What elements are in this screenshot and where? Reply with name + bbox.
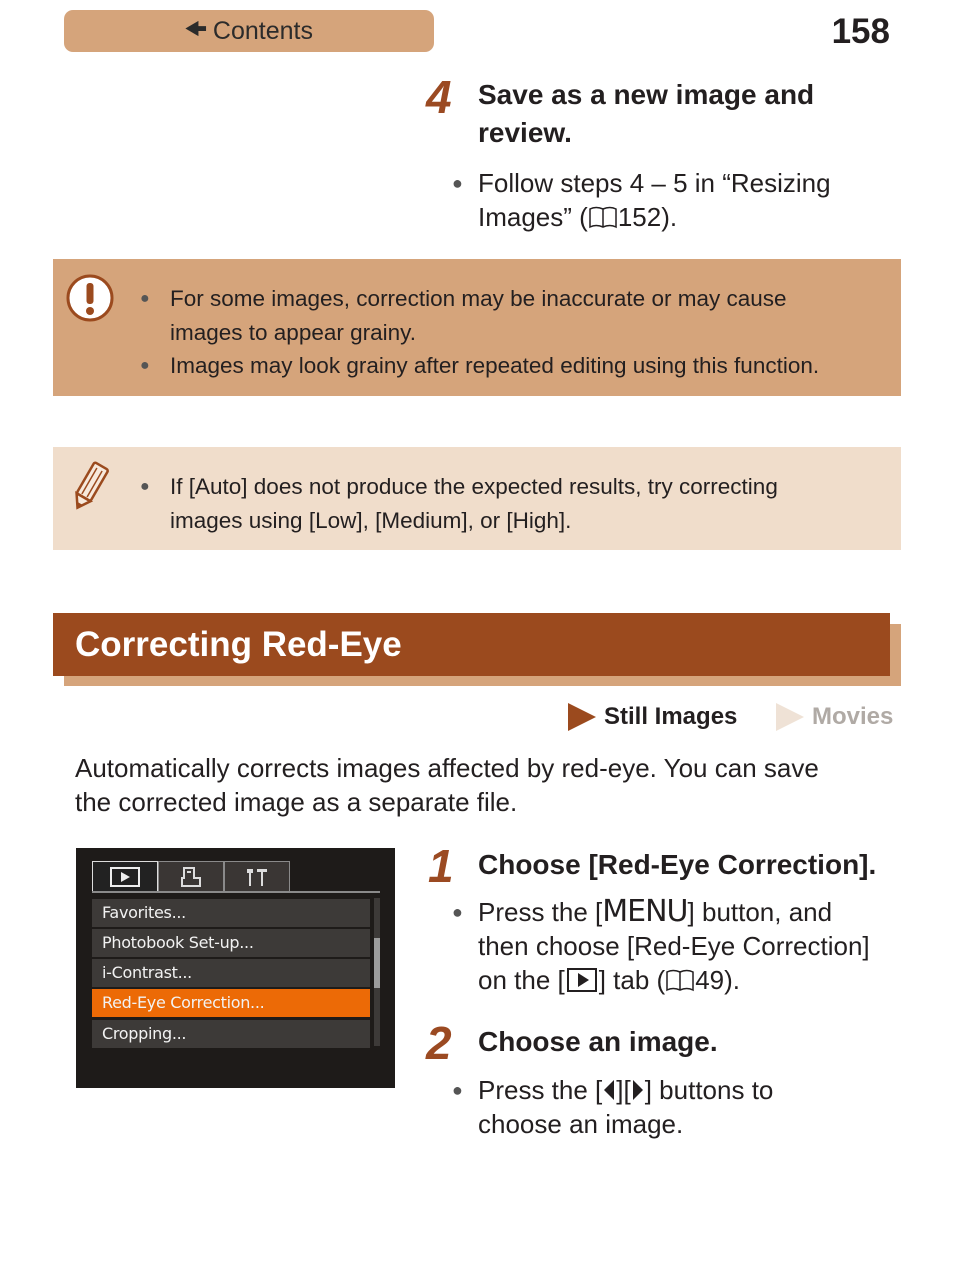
- menu-item-red-eye-correction: Red-Eye Correction...: [92, 989, 370, 1017]
- left-button-icon: [602, 1078, 616, 1102]
- contents-label: Contents: [212, 16, 313, 45]
- step-1-number: 1: [428, 840, 454, 892]
- section-heading: Correcting Red-Eye: [53, 613, 890, 676]
- camera-menu-screenshot: [76, 848, 395, 1088]
- caution-item: ● Images may look grainy after repeated editing using this function.: [140, 353, 820, 378]
- pencil-icon: [67, 459, 113, 513]
- right-button-icon: [631, 1078, 645, 1102]
- note-item: ● If [Auto] does not produce the expected results, try correcting images using [Low], [Medium], or [High].: [140, 474, 778, 533]
- movies-tag: Movies: [776, 703, 893, 731]
- page-number: 158: [831, 12, 890, 51]
- still-images-tag: Still Images: [568, 703, 737, 731]
- menu-item-photobook: Photobook Set-up...: [92, 929, 370, 957]
- bullet-dot: ●: [452, 173, 463, 193]
- step-2-number: 2: [426, 1017, 452, 1069]
- still-images-triangle-icon: [568, 703, 596, 731]
- step-1-bullet: ● Press the [MENU] button, and then choose [Red-Eye Correction] on the [ ] tab ( 49).: [452, 894, 870, 995]
- step-4-title-line2: review.: [478, 117, 572, 148]
- playback-tab-icon: [92, 861, 158, 891]
- step-4-title: [478, 76, 814, 152]
- exclamation-icon: [65, 273, 115, 323]
- step-4-title-line1: Save as a new image and: [478, 79, 815, 110]
- movies-triangle-icon: [776, 703, 804, 731]
- arrow-left-icon: 🠜: [185, 14, 207, 43]
- step-1-title: Choose [Red-Eye Correction].: [478, 849, 877, 880]
- menu-item-i-contrast: i-Contrast...: [92, 959, 370, 987]
- menu-scrollbar-thumb: [374, 938, 380, 988]
- step-4-bullet: [452, 166, 831, 234]
- section-intro: Automatically corrects images affected by red-eye. You can save the corrected image as a separate file.: [75, 753, 819, 817]
- book-reference-icon: [588, 205, 618, 229]
- menu-button-icon: MENU: [602, 894, 688, 929]
- book-reference-icon: [665, 968, 695, 992]
- note-box: [53, 447, 901, 550]
- step-4-number: 4: [426, 71, 452, 123]
- step-4-bullet-line1: Follow steps 4 – 5 in “Resizing: [478, 168, 831, 198]
- step-2-title: Choose an image.: [478, 1026, 718, 1057]
- contents-button[interactable]: [64, 10, 434, 52]
- setup-tab-icon: [224, 861, 290, 891]
- playback-tab-icon: [567, 968, 597, 992]
- print-tab-icon: [158, 861, 224, 891]
- menu-item-favorites: Favorites...: [92, 899, 370, 927]
- menu-item-cropping: Cropping...: [92, 1020, 370, 1048]
- caution-box: [53, 259, 901, 396]
- caution-item: ● For some images, correction may be inaccurate or may cause images to appear grainy.: [140, 286, 787, 345]
- step-2-bullet: ● Press the [ ][ ] buttons to choose an image.: [452, 1075, 774, 1139]
- step-4-bullet-line2: Images” ( 152).: [478, 202, 678, 232]
